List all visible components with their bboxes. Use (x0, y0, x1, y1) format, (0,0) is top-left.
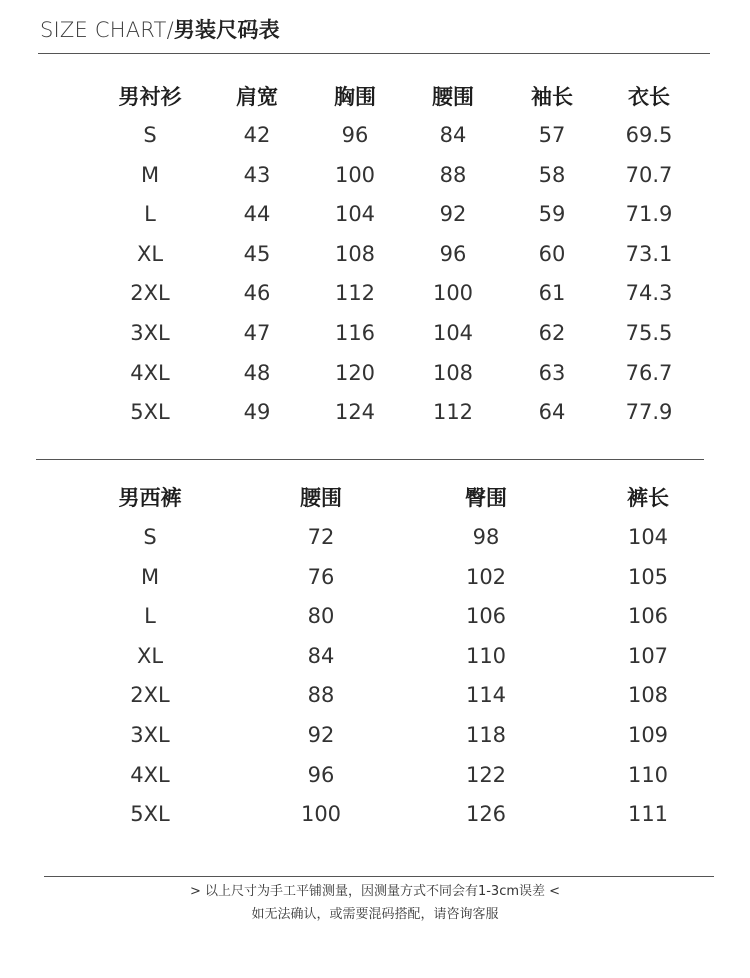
pants-size-label: XL (136, 643, 164, 668)
pants-size-label: S (143, 525, 157, 549)
pants-table-cell: 106 (465, 604, 507, 629)
pants-table-cell: 106 (627, 604, 669, 629)
pants-header-cell: 男西裤 (118, 486, 182, 510)
shirt-table-cell: 100 (432, 281, 474, 306)
shirt-table-cell: 48 (243, 360, 271, 385)
shirt-table-cell: 57 (538, 123, 566, 147)
measurement-note: > 以上尺寸为手工平铺测量，因测量方式不同会有1-3cm误差 < (189, 884, 561, 899)
shirt-table-cell: 59 (538, 202, 566, 227)
pants-table-cell: 92 (307, 723, 335, 747)
shirt-table-cell: 100 (334, 162, 376, 187)
pants-table-cell: 100 (300, 802, 342, 827)
shirt-table-cell: 75.5 (625, 321, 673, 345)
pants-table-cell: 126 (465, 802, 507, 827)
shirt-table-cell: 61 (538, 281, 566, 306)
pants-header-cell: 裤长 (627, 486, 669, 510)
pants-size-label: 4XL (130, 762, 170, 787)
pants-table-cell: 111 (627, 802, 669, 827)
contact-note: 如无法确认，或需要混码搭配，请咨询客服 (251, 907, 499, 922)
shirt-table-cell: 46 (243, 281, 271, 306)
shirt-table-cell: 96 (341, 123, 369, 147)
pants-table-cell: 109 (627, 723, 669, 747)
pants-size-label: 2XL (130, 683, 170, 708)
pants-table-cell: 114 (465, 683, 507, 708)
pants-table-cell: 122 (465, 762, 507, 787)
shirt-size-label: 5XL (130, 400, 170, 425)
shirt-table-cell: 76.7 (625, 360, 673, 385)
shirt-table-cell: 112 (432, 400, 474, 425)
shirt-table-cell: 124 (334, 400, 376, 425)
shirt-table-cell: 120 (334, 360, 376, 385)
shirt-size-label: 3XL (130, 321, 170, 345)
shirt-header-cell: 袖长 (531, 85, 573, 109)
shirt-header-cell: 腰围 (432, 85, 474, 109)
shirt-table-cell: 49 (243, 400, 271, 425)
shirt-table-cell: 108 (334, 241, 376, 266)
shirt-table-cell: 44 (243, 202, 271, 227)
shirt-table-cell: 92 (439, 202, 467, 227)
shirt-table-cell: 58 (538, 162, 566, 187)
pants-table-cell: 110 (627, 762, 669, 787)
top-divider (38, 53, 710, 54)
shirt-size-label: M (140, 162, 160, 187)
pants-size-label: L (144, 604, 156, 629)
pants-table-cell: 108 (627, 683, 669, 708)
pants-table-cell: 102 (465, 564, 507, 589)
shirt-table-cell: 104 (432, 321, 474, 345)
pants-size-label: 3XL (130, 723, 170, 747)
shirt-table-cell: 96 (439, 241, 467, 266)
shirt-table-cell: 112 (334, 281, 376, 306)
pants-table-cell: 84 (307, 643, 335, 668)
shirt-size-label: 2XL (130, 281, 170, 306)
pants-table-cell: 98 (472, 525, 500, 549)
shirt-table-cell: 62 (538, 321, 566, 345)
shirt-table-cell: 42 (243, 123, 271, 147)
shirt-table-cell: 70.7 (625, 162, 673, 187)
shirt-table-cell: 64 (538, 400, 566, 425)
shirt-size-label: S (143, 123, 157, 147)
title-english: SIZE CHART/ (40, 18, 174, 42)
shirt-table-cell: 69.5 (625, 123, 673, 147)
bottom-divider (44, 876, 714, 877)
shirt-table-cell: 74.3 (625, 281, 673, 306)
shirt-table-cell: 71.9 (625, 202, 673, 227)
pants-table-cell: 76 (307, 564, 335, 589)
shirt-table-cell: 77.9 (625, 400, 673, 425)
pants-table-cell: 88 (307, 683, 335, 708)
pants-table-cell: 96 (307, 762, 335, 787)
shirt-table-cell: 88 (439, 162, 467, 187)
shirt-header-cell: 肩宽 (236, 85, 278, 109)
shirt-header-cell: 衣长 (628, 85, 670, 109)
pants-header-cell: 臀围 (465, 486, 507, 510)
shirt-table-cell: 116 (334, 321, 376, 345)
shirt-size-label: 4XL (130, 360, 170, 385)
title-chinese: 男装尺码表 (173, 18, 280, 42)
pants-table-cell: 107 (627, 643, 669, 668)
shirt-table-cell: 84 (439, 123, 467, 147)
shirt-table-cell: 104 (334, 202, 376, 227)
shirt-table-cell: 60 (538, 241, 566, 266)
shirt-table-cell: 108 (432, 360, 474, 385)
pants-table-cell: 105 (627, 564, 669, 589)
shirt-header-cell: 胸围 (334, 85, 376, 109)
shirt-table-cell: 43 (243, 162, 271, 187)
pants-size-label: M (140, 564, 160, 589)
shirt-table-cell: 47 (243, 321, 271, 345)
shirt-size-label: XL (136, 241, 164, 266)
middle-divider (36, 459, 704, 460)
shirt-header-cell: 男衬衫 (118, 85, 182, 109)
pants-header-cell: 腰围 (300, 486, 342, 510)
pants-table-cell: 110 (465, 643, 507, 668)
pants-table-cell: 118 (465, 723, 507, 747)
page-title (40, 14, 280, 44)
shirt-size-label: L (144, 202, 156, 227)
shirt-table-cell: 45 (243, 241, 271, 266)
pants-size-label: 5XL (130, 802, 170, 827)
pants-table-cell: 72 (307, 525, 335, 549)
pants-table-cell: 80 (307, 604, 335, 629)
pants-table-cell: 104 (627, 525, 669, 549)
shirt-table-cell: 63 (538, 360, 566, 385)
shirt-table-cell: 73.1 (625, 241, 673, 266)
